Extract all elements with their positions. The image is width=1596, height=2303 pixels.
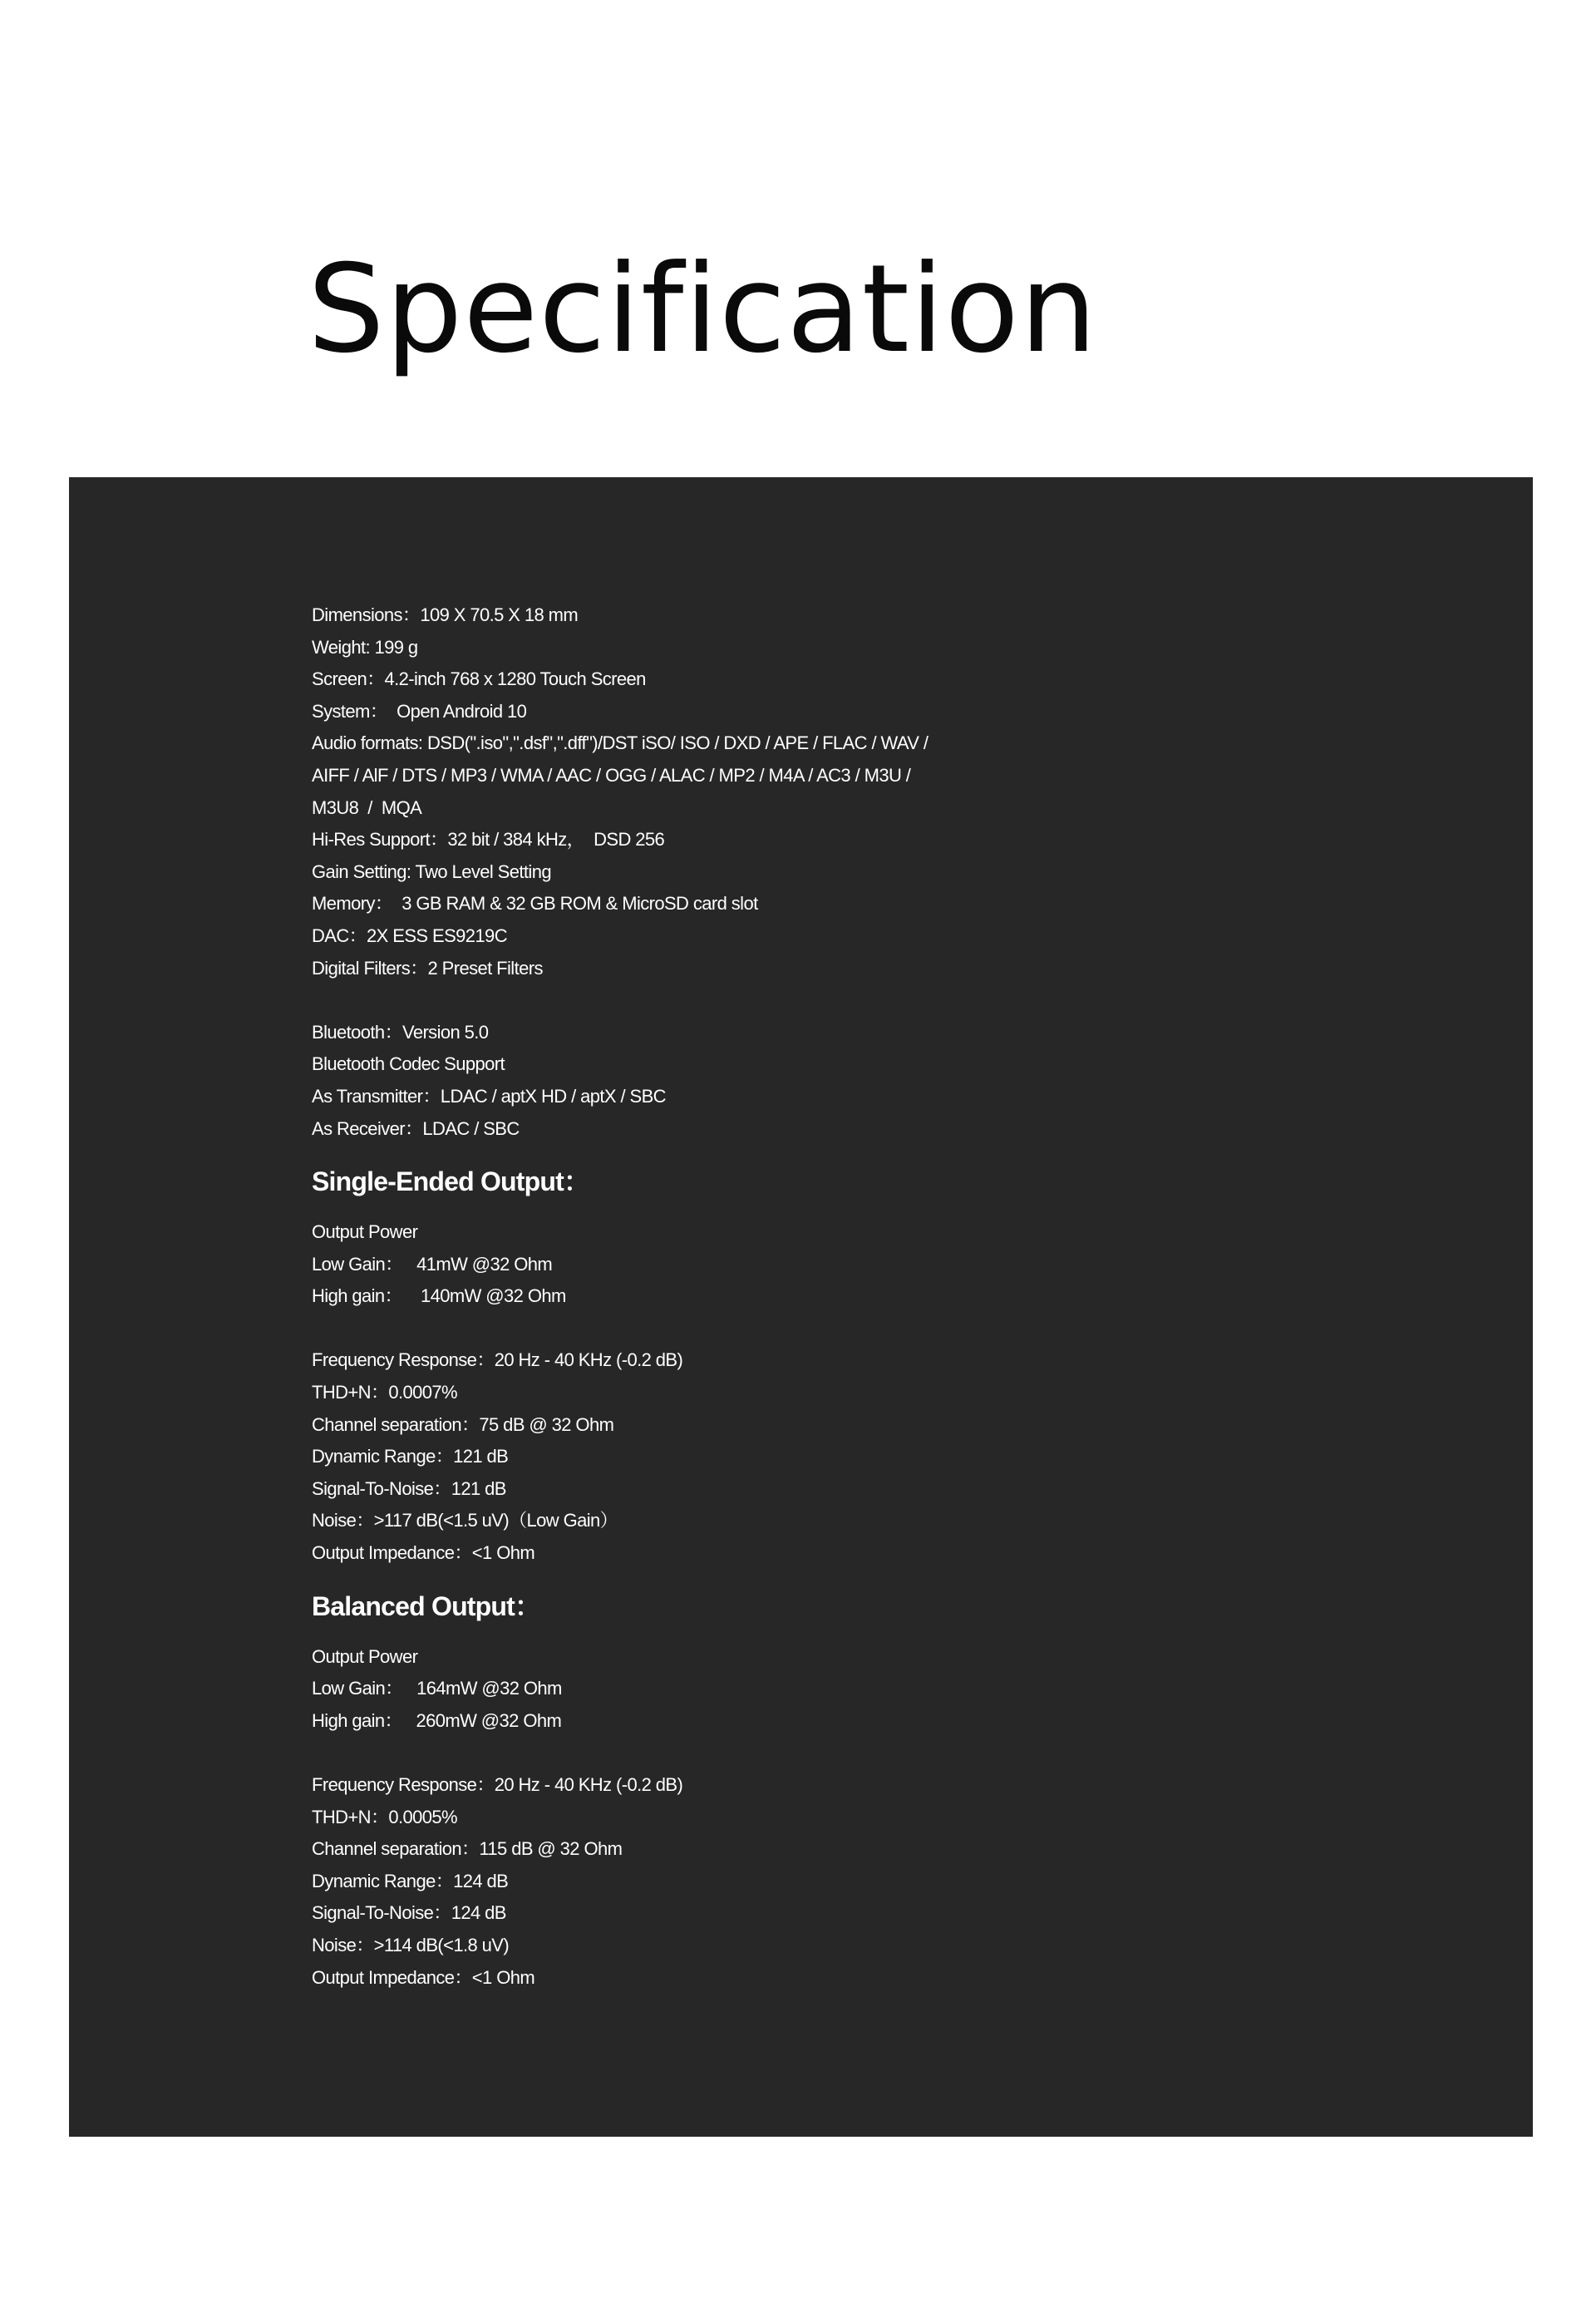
spec-content (312, 599, 1143, 1994)
page-title: Specification (308, 239, 1098, 380)
spacer (312, 1313, 1143, 1345)
spec-line: THD+N：0.0005% (312, 1806, 457, 1827)
spec-line: Gain Setting: Two Level Setting (312, 861, 551, 882)
spec-line: Output Impedance：<1 Ohm (312, 1542, 535, 1564)
spec-line: Low Gain： 164mW @32 Ohm (312, 1678, 562, 1699)
spec-line: High gain： 260mW @32 Ohm (312, 1709, 562, 1731)
spec-line: Dimensions：109 X 70.5 X 18 mm (312, 604, 579, 625)
balanced-heading: Balanced Output： (312, 1590, 541, 1621)
spec-line: Bluetooth：Version 5.0 (312, 1021, 489, 1043)
spec-line: Bluetooth Codec Support (312, 1053, 505, 1075)
spec-panel (69, 477, 1533, 2137)
spec-line: As Receiver：LDAC / SBC (312, 1117, 520, 1139)
spec-line: Audio formats: DSD(".iso",".dsf",".dff")/DST iSO/ ISO / DXD / APE / FLAC / WAV / (312, 732, 929, 754)
spec-line: System： Open Android 10 (312, 700, 527, 722)
single-ended-specs (312, 1344, 1143, 1569)
balanced-power (312, 1641, 1143, 1738)
spec-line: THD+N：0.0007% (312, 1382, 457, 1403)
spec-line: Weight: 199 g (312, 636, 418, 658)
spec-line: Low Gain： 41mW @32 Ohm (312, 1253, 553, 1275)
spacer (312, 1737, 1143, 1769)
spec-line: Signal-To-Noise：121 dB (312, 1477, 506, 1499)
spec-line: Output Power (312, 1221, 418, 1243)
spec-line: Memory： 3 GB RAM & 32 GB ROM & MicroSD card slot (312, 893, 758, 915)
general-specs (312, 599, 1143, 984)
spec-line: Digital Filters：2 Preset Filters (312, 957, 543, 979)
spacer (312, 984, 1143, 1017)
spec-line: High gain： 140mW @32 Ohm (312, 1285, 566, 1307)
single-ended-power (312, 1216, 1143, 1313)
spec-line: Noise：>114 dB(<1.8 uV) (312, 1934, 510, 1955)
spec-line: M3U8 / MQA (312, 796, 422, 818)
spec-line: Frequency Response：20 Hz - 40 KHz (-0.2 dB) (312, 1774, 683, 1795)
spec-line: Dynamic Range：121 dB (312, 1446, 509, 1467)
spec-line: Output Power (312, 1645, 418, 1667)
spec-line: Output Impedance：<1 Ohm (312, 1966, 535, 1988)
spec-line: Screen：4.2-inch 768 x 1280 Touch Screen (312, 668, 646, 690)
spec-line: Channel separation：115 dB @ 32 Ohm (312, 1838, 623, 1860)
spec-line: DAC：2X ESS ES9219C (312, 925, 507, 946)
balanced-specs (312, 1769, 1143, 1994)
bluetooth-specs (312, 1017, 1143, 1145)
spec-line: Channel separation：75 dB @ 32 Ohm (312, 1413, 614, 1435)
spec-line: Noise：>117 dB(<1.5 uV)（Low Gain） (312, 1510, 618, 1531)
spec-line: AIFF / AlF / DTS / MP3 / WMA / AAC / OGG / ALAC / MP2 / M4A / AC3 / M3U / (312, 764, 911, 786)
spec-line: As Transmitter：LDAC / aptX HD / aptX / SBC (312, 1085, 666, 1107)
spec-line: Hi-Res Support：32 bit / 384 kHz， DSD 256 (312, 829, 665, 851)
spec-line: Dynamic Range：124 dB (312, 1870, 509, 1891)
single-ended-heading: Single-Ended Output： (312, 1166, 590, 1197)
spec-line: Signal-To-Noise：124 dB (312, 1902, 506, 1924)
spec-line: Frequency Response：20 Hz - 40 KHz (-0.2 dB) (312, 1349, 683, 1371)
